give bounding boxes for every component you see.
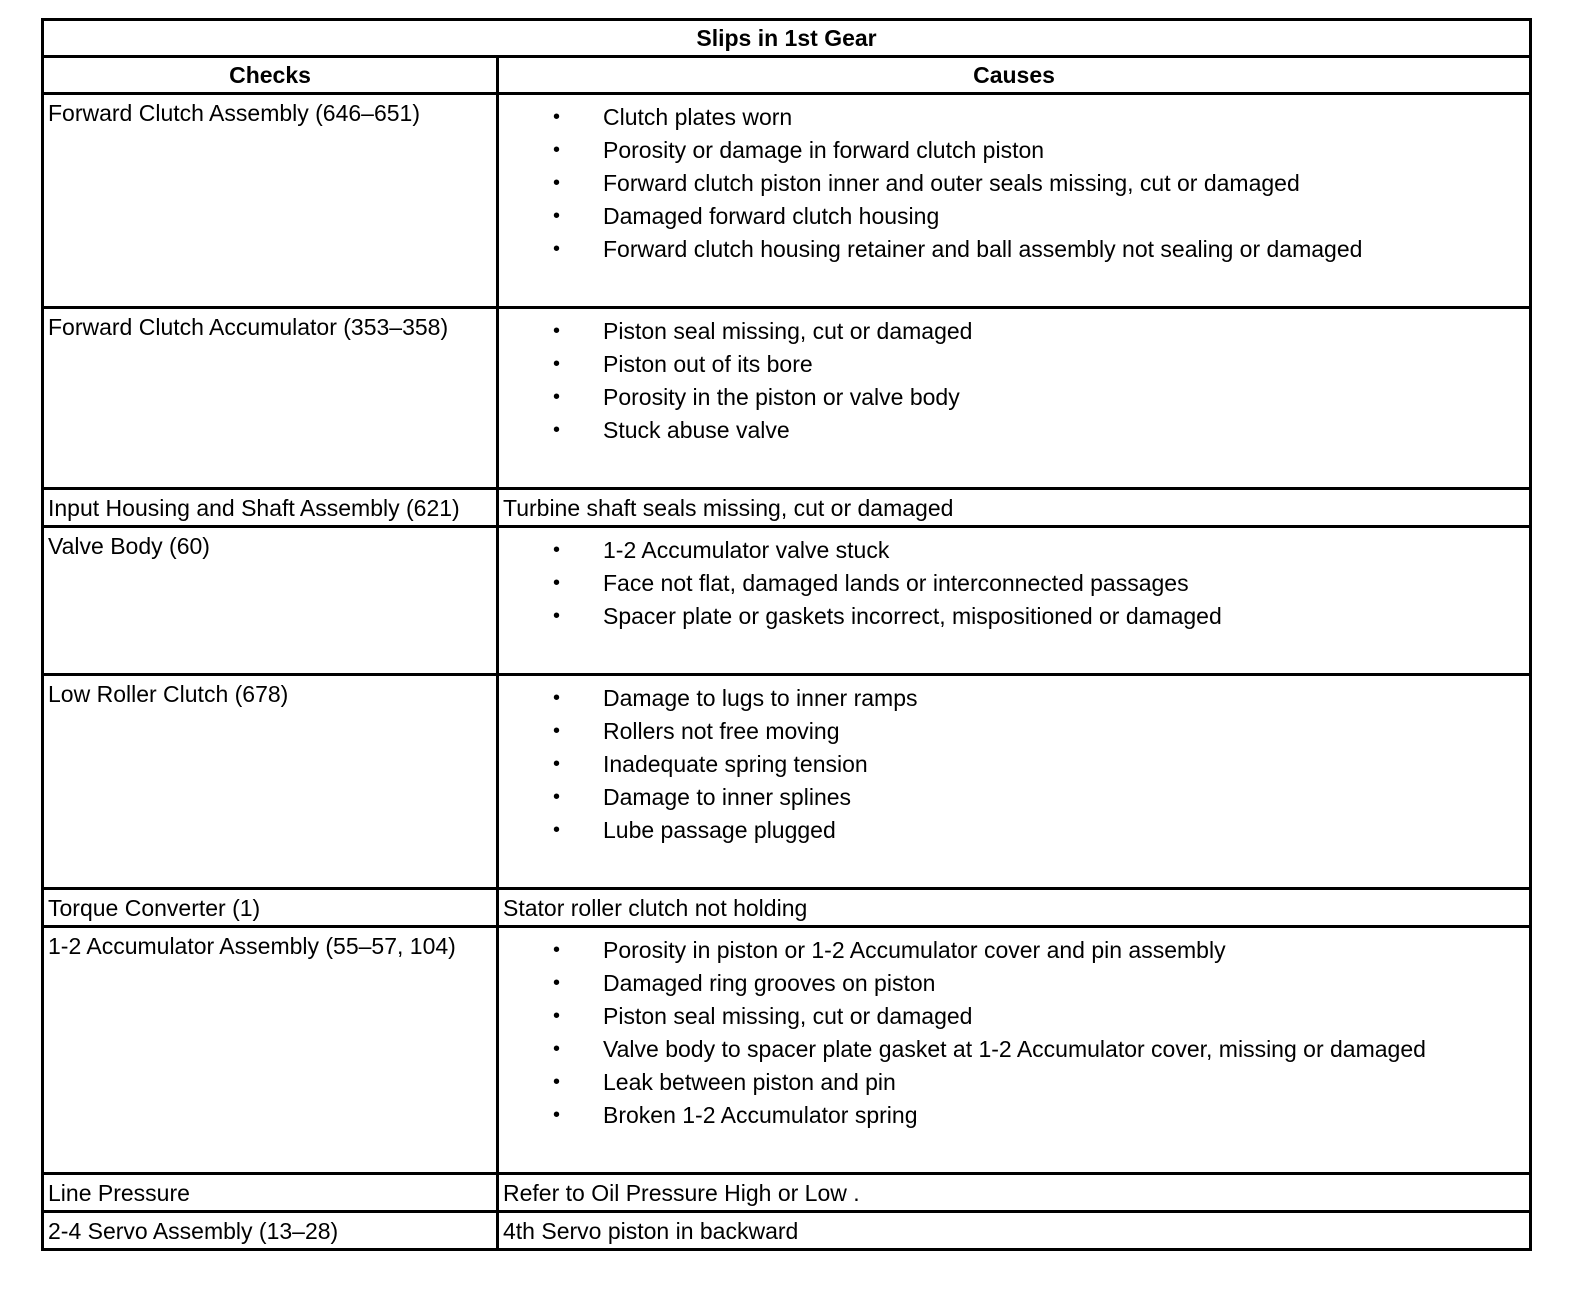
list-item: • Porosity or damage in forward clutch piston (499, 134, 1529, 167)
bullet-icon: • (553, 139, 561, 161)
table-row (43, 489, 1531, 527)
list-item: • Stuck abuse valve (499, 414, 1529, 447)
table-row (43, 308, 1531, 489)
bullet-icon: • (553, 572, 561, 594)
bullet-icon: • (553, 939, 561, 961)
table-row (43, 94, 1531, 308)
check-cell: Torque Converter (1) (43, 889, 498, 927)
bullet-icon: • (553, 539, 561, 561)
list-item: • Damage to lugs to inner ramps (499, 682, 1529, 715)
bullet-icon: • (553, 786, 561, 808)
check-cell: Low Roller Clutch (678) (43, 675, 498, 889)
list-item: • Clutch plates worn (499, 101, 1529, 134)
list-item: • Damage to inner splines (499, 781, 1529, 814)
bullet-icon: • (553, 1038, 561, 1060)
diagnostic-table (41, 18, 1532, 1251)
bullet-icon: • (553, 386, 561, 408)
table-row (43, 1174, 1531, 1212)
checks-header: Checks (43, 57, 498, 94)
causes-cell (498, 927, 1531, 1174)
bullet-icon: • (553, 819, 561, 841)
causes-list (499, 676, 1529, 847)
list-item: • Valve body to spacer plate gasket at 1-2 Accumulator cover, missing or damaged (499, 1033, 1529, 1066)
list-item: • Porosity in the piston or valve body (499, 381, 1529, 414)
list-item: • Rollers not free moving (499, 715, 1529, 748)
table-row (43, 527, 1531, 675)
check-cell: Forward Clutch Assembly (646–651) (43, 94, 498, 308)
list-item: • Spacer plate or gaskets incorrect, mispositioned or damaged (499, 600, 1529, 633)
check-cell: Valve Body (60) (43, 527, 498, 675)
table-row (43, 1212, 1531, 1250)
bullet-icon: • (553, 605, 561, 627)
bullet-icon: • (553, 972, 561, 994)
list-item: • Forward clutch piston inner and outer seals missing, cut or damaged (499, 167, 1529, 200)
bullet-icon: • (553, 320, 561, 342)
cause-cell: Stator roller clutch not holding (498, 889, 1531, 927)
bullet-icon: • (553, 238, 561, 260)
list-item: • Broken 1-2 Accumulator spring (499, 1099, 1529, 1132)
causes-list (499, 95, 1529, 266)
bullet-icon: • (553, 172, 561, 194)
list-item: • Piston seal missing, cut or damaged (499, 1000, 1529, 1033)
bullet-icon: • (553, 419, 561, 441)
list-item: • Piston out of its bore (499, 348, 1529, 381)
causes-cell (498, 527, 1531, 675)
list-item: • Leak between piston and pin (499, 1066, 1529, 1099)
cause-cell: 4th Servo piston in backward (498, 1212, 1531, 1250)
bullet-icon: • (553, 353, 561, 375)
bullet-icon: • (553, 720, 561, 742)
cause-cell: Turbine shaft seals missing, cut or damaged (498, 489, 1531, 527)
list-item: • Inadequate spring tension (499, 748, 1529, 781)
bullet-icon: • (553, 687, 561, 709)
check-cell: Input Housing and Shaft Assembly (621) (43, 489, 498, 527)
bullet-icon: • (553, 1071, 561, 1093)
table-row (43, 675, 1531, 889)
list-item: • Damaged ring grooves on piston (499, 967, 1529, 1000)
bullet-icon: • (553, 1104, 561, 1126)
table-row (43, 927, 1531, 1174)
causes-header: Causes (498, 57, 1531, 94)
causes-list (499, 309, 1529, 447)
causes-list (499, 528, 1529, 633)
list-item: • Piston seal missing, cut or damaged (499, 315, 1529, 348)
list-item: • Lube passage plugged (499, 814, 1529, 847)
causes-cell (498, 94, 1531, 308)
table-title-row (43, 20, 1531, 57)
list-item: • Porosity in piston or 1-2 Accumulator cover and pin assembly (499, 934, 1529, 967)
bullet-icon: • (553, 1005, 561, 1027)
bullet-icon: • (553, 205, 561, 227)
causes-cell (498, 675, 1531, 889)
list-item: • Forward clutch housing retainer and ball assembly not sealing or damaged (499, 233, 1529, 266)
table-header-row (43, 57, 1531, 94)
table-row (43, 889, 1531, 927)
list-item: • Damaged forward clutch housing (499, 200, 1529, 233)
bullet-icon: • (553, 753, 561, 775)
list-item: • Face not flat, damaged lands or interconnected passages (499, 567, 1529, 600)
causes-list (499, 928, 1529, 1132)
list-item: • 1-2 Accumulator valve stuck (499, 534, 1529, 567)
table-title: Slips in 1st Gear (43, 20, 1531, 57)
causes-cell (498, 308, 1531, 489)
check-cell: Forward Clutch Accumulator (353–358) (43, 308, 498, 489)
cause-cell: Refer to Oil Pressure High or Low . (498, 1174, 1531, 1212)
bullet-icon: • (553, 106, 561, 128)
check-cell: 1-2 Accumulator Assembly (55–57, 104) (43, 927, 498, 1174)
check-cell: 2-4 Servo Assembly (13–28) (43, 1212, 498, 1250)
check-cell: Line Pressure (43, 1174, 498, 1212)
